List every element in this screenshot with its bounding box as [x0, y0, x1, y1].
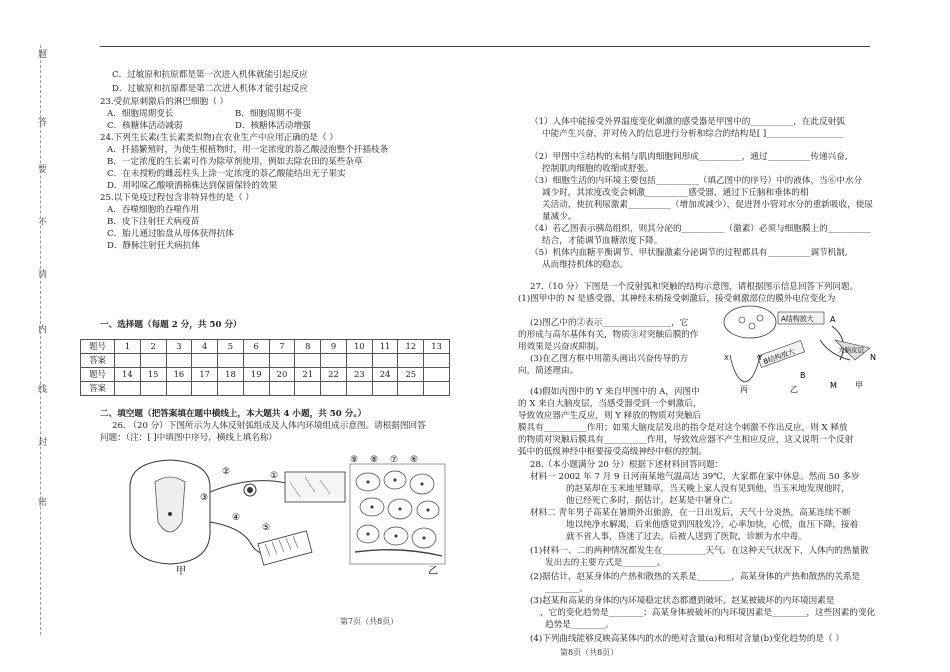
q27-sub4b: 的 X 来自大脑皮层，当感受器受到一个刺激后，	[518, 399, 702, 409]
answer-cell[interactable]	[192, 382, 218, 396]
q25-option-c: C．胎儿通过胎盘从母体获得抗体	[107, 229, 234, 239]
q28-sub3b: ，它的变化趋势是________；高某身体被破坏的内环境因素是________，这些因素的变化	[540, 608, 876, 618]
q27-sub2a: (2)图乙中的②表示________________，它	[530, 318, 689, 328]
q27-sub4d: 膜具有__________作用；如果大脑皮层发出的指令是对这个刺激不作出反应，则 X 释放	[518, 423, 848, 433]
q23-option-a: A．细胞周期变长	[107, 109, 174, 119]
section1-title: 一、选择题（每题 2 分，共 50 分）	[100, 320, 242, 330]
table-cell: 18	[218, 368, 244, 382]
q24-option-c: C．在未授粉的雌蕊柱头上涂一定浓度的萘乙酸能结出无子果实	[107, 169, 346, 179]
table-cell: 24	[372, 368, 398, 382]
material1-line2: 的赵某却在玉米地里锄草，当天晚上家人没有见到他，当玉米地发现他时，	[566, 484, 850, 494]
q26-sub3d: 量减少。	[542, 212, 577, 222]
table-cell: 14	[115, 368, 141, 382]
q26-sub1: （1）人体中能接受外界温度变化刺激的感受器是甲图中的__________，在此反射弧	[530, 117, 845, 127]
q28-sub2b: ________。	[545, 584, 588, 594]
table-cell: 20	[269, 368, 295, 382]
q25-option-b: B．皮下注射狂犬病疫苗	[107, 217, 200, 227]
answer-cell[interactable]	[140, 382, 166, 396]
margin-label: 不	[38, 218, 48, 228]
table-cell: 10	[346, 340, 372, 354]
q27-sub2b: 的形成与高尔基体有关，物质③对突触后膜的作	[518, 330, 699, 340]
header-rule	[100, 46, 870, 47]
label-bing: 丙	[740, 385, 748, 394]
table-cell: 15	[140, 368, 166, 382]
table-header-cell: 题号	[81, 368, 115, 382]
table-cell: 19	[243, 368, 269, 382]
margin-label: 内	[38, 325, 48, 335]
answer-cell[interactable]	[115, 354, 141, 368]
table-header-cell: 题号	[81, 340, 115, 354]
label-5: ⑤	[262, 523, 271, 533]
answer-cell[interactable]	[321, 382, 347, 396]
q28-title: 28.（本小题满分 20 分）根据下述材料回答问题：	[530, 460, 724, 470]
answer-cell[interactable]	[398, 382, 424, 396]
q22-option-d: D．过敏原和抗原都是第二次进入机体才能引起反应	[112, 84, 308, 94]
table-cell: 1	[115, 340, 141, 354]
q28-sub1a: (1)材料一、二的两种情况都发生在__________天气。在这种天气状况下，人体内的热量散	[530, 546, 869, 556]
label-a: A	[830, 315, 836, 324]
q25-option-d: D．静脉注射狂犬病抗体	[107, 241, 200, 251]
q26-sub2: （2）甲图中⑤结构的末梢与肌肉细胞间形成__________，通过__________传递兴奋,	[530, 152, 848, 162]
table-cell	[424, 368, 450, 382]
q26-sub5b: 从而维持机体的稳态。	[542, 260, 628, 270]
margin-label: 封	[38, 438, 48, 448]
q27-sub3b: 向，简述理由。	[518, 366, 579, 376]
label-4: ④	[232, 513, 241, 523]
label-m: M	[830, 381, 837, 390]
q27-sub4f: 弧中的低级神经中枢要接受高级神经中枢的控制。	[518, 447, 708, 457]
synapse-figure	[720, 300, 880, 395]
label-1: ①	[270, 471, 279, 481]
q23-option-d: D．核糖体活动增强	[235, 121, 311, 131]
q26-sub3b: 减少时，其浓度改变会刺激__________感受器，通过下丘脑和垂体的相	[542, 188, 809, 198]
answer-cell[interactable]	[372, 382, 398, 396]
answer-cell[interactable]	[218, 354, 244, 368]
table-row	[81, 368, 450, 382]
page-footer-left: 第7页（共8页）	[340, 617, 399, 626]
table-cell: 13	[424, 340, 450, 354]
table-cell: 6	[243, 340, 269, 354]
label-3: ③	[200, 493, 209, 503]
answer-cell[interactable]	[295, 354, 321, 368]
q22-option-c: C．过敏原和抗原都是第一次进入机体就能引起反应	[112, 70, 308, 80]
answer-cell[interactable]	[346, 354, 372, 368]
table-cell: 12	[398, 340, 424, 354]
q27-sub1: (1)图甲中的 N 是感受器，其神经末梢接受刺激后，接受刺激部位的膜外电位变化为	[518, 294, 836, 304]
margin-label: 线	[38, 385, 48, 395]
figure-label-yi: 乙	[428, 566, 438, 577]
skin-receptor	[285, 472, 345, 502]
label-n: N	[870, 353, 876, 362]
q26-stem-line2: 问题：（注：[ ]中填图中序号，横线上填名称）	[100, 433, 278, 443]
label-7: ⑦	[390, 455, 399, 465]
label-x: X	[724, 354, 729, 362]
gray-matter	[155, 477, 185, 532]
q23-option-c: C．核糖体活动减弱	[107, 121, 183, 131]
label-8: ⑧	[370, 455, 379, 465]
margin-label: 密	[38, 498, 48, 508]
q28-sub2a: (2)据估计，赵某身体的产热和散热的关系是________，高某身体的产热和散热的关系是	[530, 572, 861, 582]
q26-sub3c: 关活动，使抗利尿激素__________（增加或减少），促进肾小管对水分的重新吸收，使尿	[542, 200, 873, 210]
q25-option-a: A．吞噬细胞的吞噬作用	[107, 205, 200, 215]
table-cell: 8	[295, 340, 321, 354]
label-6: ⑥	[410, 455, 419, 465]
answer-cell[interactable]	[295, 382, 321, 396]
reflex-arc-figure	[110, 452, 460, 577]
b-enlarge-label: B结构放大	[762, 347, 797, 367]
q27-stem: 27.（10 分）下图是一个反射弧和突触的结构示意图，请根据图示信息回答下列问题。	[530, 282, 859, 292]
material2-line2: 地以纯净水解渴，后来他感觉到四肢发冷，心率加快，心慌，血压下降，接着	[566, 520, 859, 530]
page-footer-right: 第8页（共8页）	[560, 648, 619, 657]
material2-line1: 材料二 青年男子高某在暑期外出旅游，在一日出发后，天气十分炎热，高某连续不断	[530, 508, 851, 518]
q27-sub4e: 的物质对突触后膜具有__________作用，导致效应器不产生相应反应，这又说明一个反射	[518, 435, 854, 445]
table-row	[81, 382, 450, 396]
answer-cell[interactable]	[166, 354, 192, 368]
q28-sub3c: 趋势是________。	[545, 620, 614, 630]
cortex-label: 大脑皮层	[838, 346, 864, 354]
answer-cell[interactable]	[269, 382, 295, 396]
table-cell: 23	[346, 368, 372, 382]
table-cell: 25	[398, 368, 424, 382]
margin-label: 要	[38, 165, 48, 175]
q27-sub2c: 用效果是兴奋或抑制。	[518, 342, 604, 352]
table-cell: 22	[321, 368, 347, 382]
table-cell: 16	[166, 368, 192, 382]
q24-option-a: A．扦插繁殖时，为使生根植物时，用一定浓度的萘乙酸浸泡整个扦插枝条	[107, 145, 389, 155]
material1-line3: 他已经死亡多时，据估计，赵某是中暑身亡。	[566, 496, 738, 506]
margin-label: 答	[38, 118, 48, 128]
q26-sub5: （5）机体内血糖平衡调节、甲状腺激素分泌调节的过程都具有__________调节机制,	[530, 248, 848, 258]
q24-option-d: D．用吲哚乙酸喷洒棉株达到保留保铃的效果	[107, 181, 278, 191]
q28-sub1b: 发出去的主要方式是________。	[545, 558, 666, 568]
answer-cell[interactable]	[424, 382, 450, 396]
answer-cell[interactable]	[115, 382, 141, 396]
label-y: Y	[758, 354, 763, 362]
q27-sub3a: (3)在乙图方框中用箭头画出兴奋传导的方	[530, 354, 689, 364]
q24-stem: 24.下列生长素(生长素类似物)在农业生产中应用正确的是（ ）	[100, 133, 338, 143]
material1-line1: 材料一 2002 年 7 月 9 日河南某地气温高达 39℃，大家都在家中休息。然而 50 多岁	[530, 472, 860, 482]
bing-structure	[730, 355, 760, 382]
a-structure	[724, 306, 776, 338]
answer-cell[interactable]	[218, 382, 244, 396]
answer-cell[interactable]	[269, 354, 295, 368]
q26-sub4: （4）若乙图表示胰岛组织，则其分泌的__________（激素）必须与细胞膜上的__________	[530, 224, 871, 234]
label-9: ⑨	[350, 455, 359, 465]
answer-cell[interactable]	[398, 354, 424, 368]
q26-sub2b: 控制肌肉细胞的收缩或舒张。	[542, 164, 654, 174]
q26-stem-line1: 26. （20 分）下图所示为人体反射弧组成及人体内环境组成示意图。请根据图回答	[112, 421, 426, 431]
label-jia: 甲	[855, 381, 863, 390]
material2-line3: 就不省人事，昏迷了过去。后被人送到了医院，诊断为水中毒。	[566, 532, 807, 542]
table-cell: 7	[269, 340, 295, 354]
q27-sub4c: 导致效应器产生反应，则 Y 释放的物质对突触后	[518, 411, 702, 421]
figure-label-jia: 甲	[176, 566, 186, 577]
table-cell: 4	[192, 340, 218, 354]
effector-muscle	[258, 531, 312, 565]
answer-cell[interactable]	[243, 382, 269, 396]
q26-sub4b: 结合，才能调节血糖浓度下降。	[542, 236, 663, 246]
answer-cell[interactable]	[346, 382, 372, 396]
label-2: ②	[222, 467, 231, 477]
q24-option-b: B．一定浓度的生长素可作为除草剂使用，例如去除农田的某些杂草	[107, 157, 363, 167]
margin-label: 请	[38, 270, 48, 280]
label-yi: 乙	[790, 385, 798, 394]
central-canal	[168, 512, 172, 516]
table-cell: 3	[166, 340, 192, 354]
answer-cell[interactable]	[192, 354, 218, 368]
q28-sub3a: (3)赵某和高某的身体的内环境稳定状态都遭到破坏。赵某被破坏的内环境因素是	[530, 596, 835, 606]
answer-cell[interactable]	[166, 382, 192, 396]
q27-sub4a: (4)假如丙图中的 Y 来自甲图中的 A，丙图中	[530, 387, 700, 397]
q23-option-b: B．细胞周期不变	[235, 109, 302, 119]
answer-table	[80, 339, 450, 396]
q26-sub1b: 中能产生兴奋，并对传入的信息进行分析和综合的结构是[ ]__________________	[542, 129, 844, 139]
table-cell: 11	[372, 340, 398, 354]
label-b: B	[800, 371, 806, 380]
table-header-cell: 答案	[81, 382, 115, 396]
answer-cell[interactable]	[372, 354, 398, 368]
section2-title: 二、填空题（把答案填在题中横线上，本大题共 4 小题，共 50 分。）	[100, 409, 367, 419]
answer-cell[interactable]	[321, 354, 347, 368]
a-enlarge-label: A结构放大	[781, 315, 814, 323]
table-cell: 5	[218, 340, 244, 354]
q28-sub4: (4)下列曲线能够反映高某体内的水的绝对含量(a)和相对含量(b)变化趋势的是（ ）	[530, 634, 844, 644]
table-header-cell: 答案	[81, 354, 115, 368]
table-cell: 2	[140, 340, 166, 354]
table-row	[81, 354, 450, 368]
table-cell: 17	[192, 368, 218, 382]
q26-sub3: （3）细胞生活的内环境主要包括__________（填乙图中的序号）中的液体，当⑥中水分	[530, 176, 863, 186]
margin-label: 题	[38, 50, 48, 60]
binding-line	[40, 45, 41, 635]
q23-stem: 23.受抗原刺激后的淋巴细胞（ ）	[100, 97, 229, 107]
table-cell: 9	[321, 340, 347, 354]
q25-stem: 25.以下免疫过程包含非特异性的是（ ）	[100, 193, 254, 203]
answer-cell[interactable]	[424, 354, 450, 368]
answer-cell[interactable]	[243, 354, 269, 368]
table-row	[81, 340, 450, 354]
tissue-figure	[350, 464, 445, 564]
answer-cell[interactable]	[140, 354, 166, 368]
table-cell: 21	[295, 368, 321, 382]
